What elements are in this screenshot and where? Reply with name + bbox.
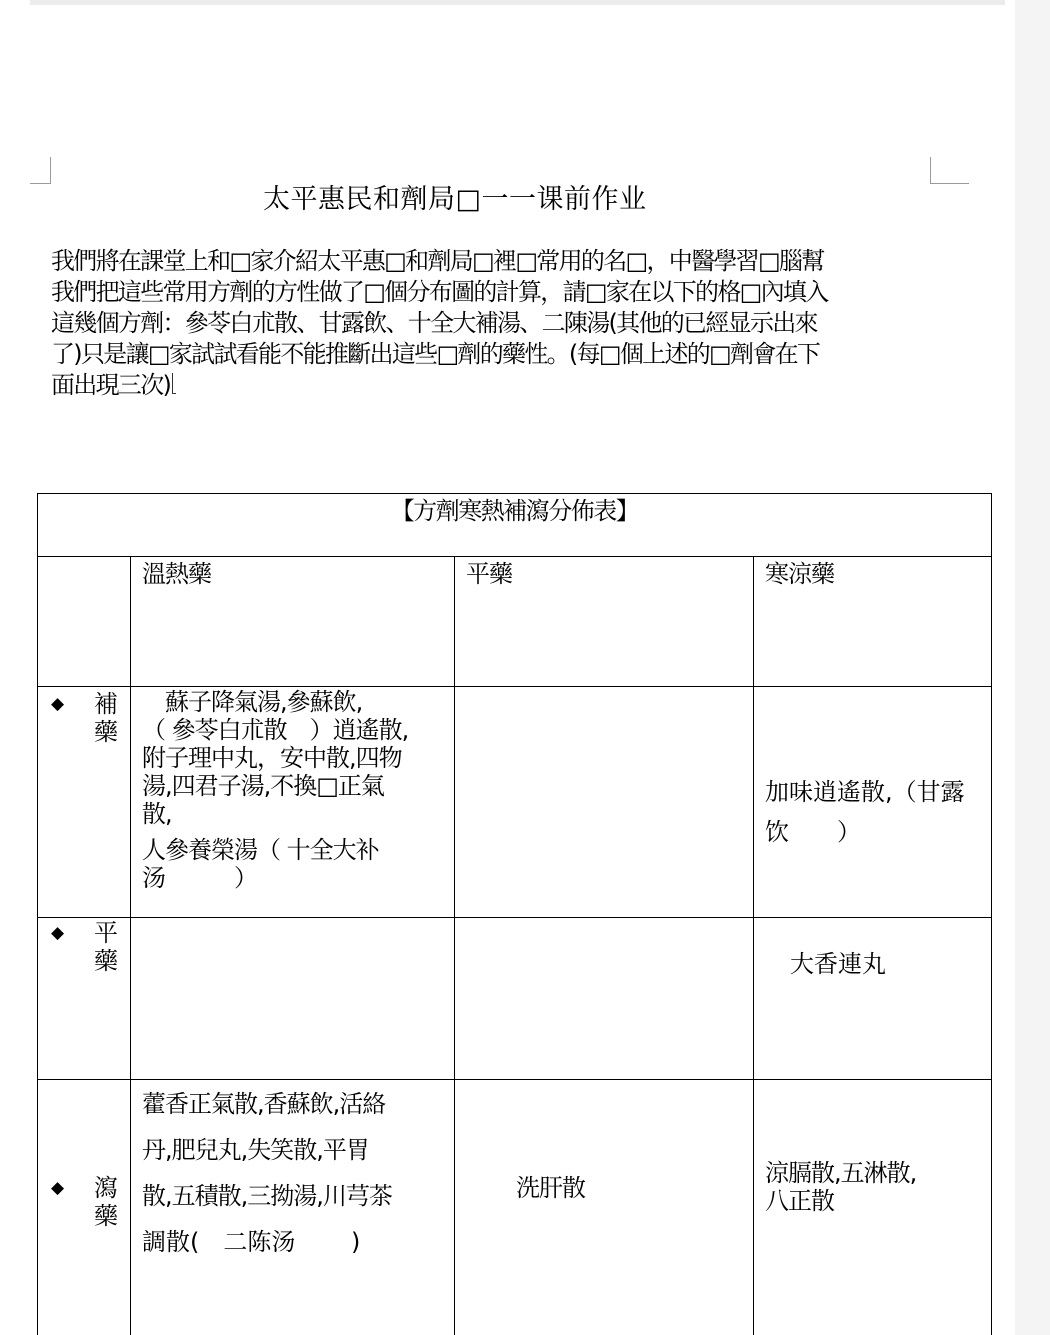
intro-line: 我們將在課堂上和□家介紹太平惠□和劑局□裡□常用的名□，中醫學習□腦幫	[51, 247, 824, 275]
scroll-gutter[interactable]	[1015, 0, 1050, 1335]
column-divider	[454, 556, 455, 1335]
column-header-warm: 溫熱藥	[142, 560, 211, 588]
intro-paragraph	[51, 246, 951, 401]
document-title: 太平惠民和劑局□一一课前作业	[263, 184, 647, 215]
cell-purge-neutral: 洗肝散	[516, 1174, 585, 1202]
column-header-neutral: 平藥	[466, 560, 512, 588]
cell-line: 八正散	[765, 1187, 834, 1215]
row-label-char: 藥	[94, 1202, 118, 1230]
diamond-bullet-icon: ◆	[51, 1178, 65, 1198]
row-label-tonify	[93, 690, 119, 746]
diamond-bullet-icon: ◆	[51, 923, 65, 943]
row-label-char: 平	[94, 919, 118, 947]
row-label-purge	[93, 1174, 119, 1230]
intro-line: 這幾個方劑：參苓白朮散、甘露飲、十全大補湯、二陳湯(其他的已經显示出來	[51, 309, 817, 337]
crop-mark-right	[930, 157, 969, 184]
row-label-neutral	[93, 919, 119, 975]
distribution-table	[37, 493, 992, 1335]
row-label-char: 瀉	[94, 1174, 118, 1202]
intro-line: 了)只是讓□家試試看能不能推斷出這些□劑的藥性。(每□個上述的□劑會在下	[51, 340, 820, 368]
paragraph-mark-icon	[172, 373, 176, 394]
crop-mark-left	[30, 157, 51, 184]
row-divider	[38, 917, 991, 918]
table-caption: 【方劑寒熱補瀉分佈表】	[390, 497, 639, 525]
cell-line: 加味逍遙散,（甘露	[765, 778, 965, 806]
cell-line: 涼膈散,五淋散,	[765, 1159, 917, 1187]
row-divider	[38, 686, 991, 687]
cell-line: （ 參苓白朮散 ）逍遙散,	[142, 716, 409, 744]
column-divider	[130, 556, 131, 1335]
cell-line: 饮 ）	[765, 818, 861, 846]
column-header-cold: 寒涼藥	[765, 560, 834, 588]
cell-purge-cold	[765, 1159, 916, 1215]
row-label-char: 藥	[94, 947, 118, 975]
cell-line: 附子理中丸，安中散,四物	[142, 744, 402, 772]
diamond-bullet-icon: ◆	[51, 694, 65, 714]
cell-line: 散,	[142, 800, 172, 828]
cell-line: 丹,肥兒丸,失笑散,平胃	[142, 1136, 369, 1164]
cell-tonify-warm	[142, 688, 408, 892]
cell-line: 藿香正氣散,香蘇飲,活絡	[142, 1090, 386, 1118]
row-label-char: 補	[94, 690, 118, 718]
cell-line: 汤 ）	[142, 864, 257, 892]
cell-neutral-cold: 大香連丸	[790, 950, 886, 978]
row-divider	[38, 1079, 991, 1080]
column-divider	[753, 556, 754, 1335]
cell-line: 蘇子降氣湯,參蘇飲,	[142, 688, 363, 716]
intro-line: 我們把這些常用方劑的方性做了□個分布圖的計算，請□家在以下的格□內填入	[51, 278, 828, 306]
intro-line-last	[51, 370, 951, 401]
cell-line: 調散( 二陈汤 )	[142, 1228, 361, 1256]
cell-purge-warm	[142, 1081, 392, 1265]
cell-line: 湯,四君子湯,不換□正氣	[142, 772, 384, 800]
row-divider	[38, 556, 991, 557]
cell-tonify-cold	[765, 772, 965, 852]
intro-line-text: 面出現三次)	[51, 371, 171, 399]
row-label-char: 藥	[94, 718, 118, 746]
cell-line: 人參養榮湯（ 十全大补	[142, 836, 379, 864]
top-band	[30, 0, 1005, 5]
cell-line: 散,五積散,三拗湯,川芎茶	[142, 1182, 392, 1210]
